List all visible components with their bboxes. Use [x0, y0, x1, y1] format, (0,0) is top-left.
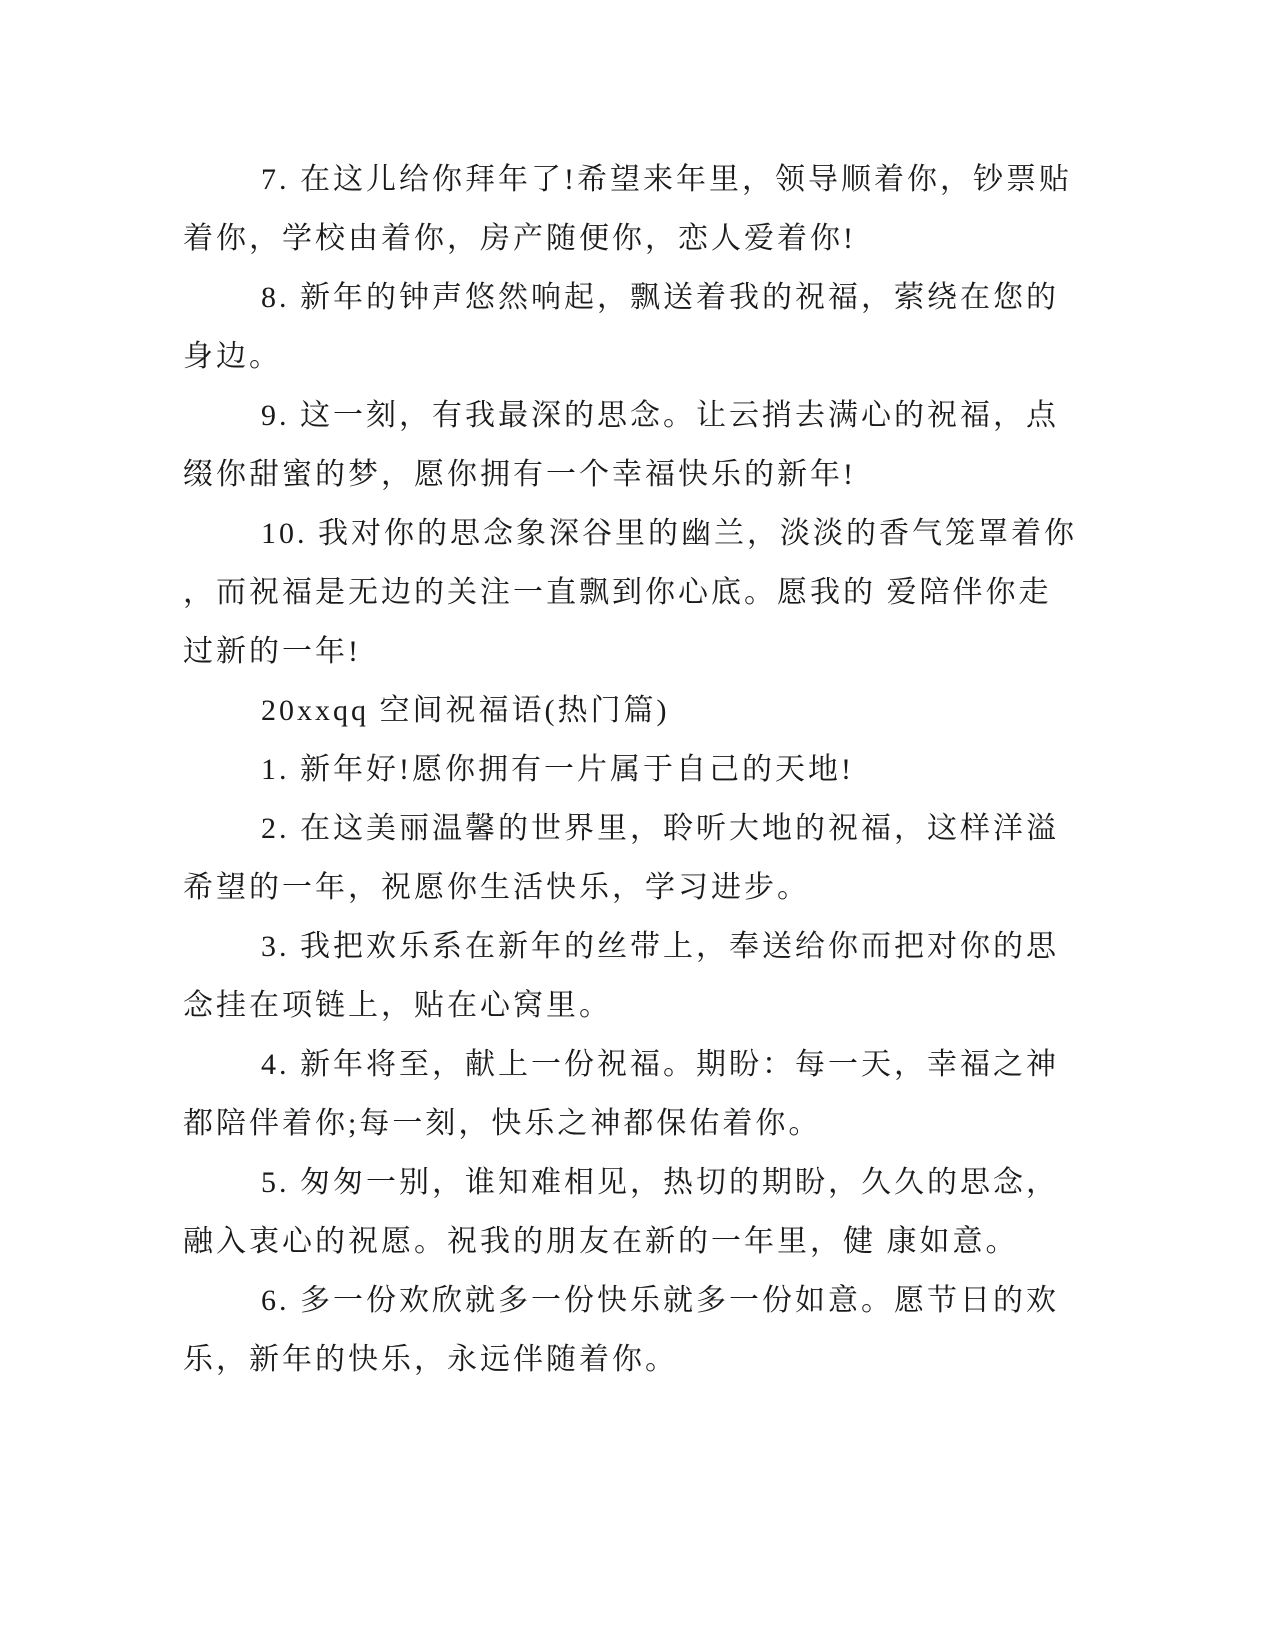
section-heading [183, 681, 1073, 740]
paragraph-line: 4. 新年将至，献上一份祝福。期盼：每一天，幸福之神 [261, 1048, 1059, 1081]
paragraph-line: 6. 多一份欢欣就多一份快乐就多一份如意。愿节日的欢 [261, 1284, 1059, 1317]
paragraph-line: 融入衷心的祝愿。祝我的朋友在新的一年里，健 康如意。 [183, 1225, 1019, 1258]
paragraph-line: 2. 在这美丽温馨的世界里，聆听大地的祝福，这样洋溢 [261, 812, 1059, 845]
paragraph-line: ，而祝福是无边的关注一直飘到你心底。愿我的 爱陪伴你走 [183, 576, 1052, 609]
paragraph-line: 10. 我对你的思念象深谷里的幽兰，淡淡的香气笼罩着你 [261, 517, 1077, 550]
paragraph-line: 乐，新年的快乐，永远伴随着你。 [183, 1343, 678, 1376]
paragraph-wish-10 [183, 504, 1077, 681]
paragraph-line: 5. 匆匆一别，谁知难相见，热切的期盼，久久的思念， [261, 1166, 1059, 1199]
paragraph-wish-7 [183, 150, 1073, 268]
paragraph-line: 9. 这一刻，有我最深的思念。让云捎去满心的祝福，点 [261, 399, 1059, 432]
section-heading-text: 20xxqq 空间祝福语(热门篇) [261, 694, 670, 727]
paragraph-hot-4 [183, 1035, 1073, 1153]
paragraph-wish-9 [183, 386, 1073, 504]
paragraph-hot-3 [183, 917, 1073, 1035]
paragraph-wish-8 [183, 268, 1073, 386]
paragraph-hot-1 [183, 740, 1073, 799]
document-body [183, 150, 1077, 1389]
paragraph-hot-6 [183, 1271, 1073, 1389]
paragraph-line: 身边。 [183, 340, 282, 373]
paragraph-line: 着你，学校由着你，房产随便你，恋人爱着你! [183, 222, 856, 255]
paragraph-line: 8. 新年的钟声悠然响起，飘送着我的祝福，萦绕在您的 [261, 281, 1059, 314]
paragraph-hot-2 [183, 799, 1073, 917]
paragraph-hot-5 [183, 1153, 1073, 1271]
paragraph-line: 希望的一年，祝愿你生活快乐，学习进步。 [183, 871, 810, 904]
paragraph-line: 7. 在这儿给你拜年了!希望来年里，领导顺着你，钞票贴 [261, 163, 1072, 196]
paragraph-line: 1. 新年好!愿你拥有一片属于自己的天地! [261, 753, 854, 786]
paragraph-line: 过新的一年! [183, 635, 361, 668]
paragraph-line: 都陪伴着你;每一刻，快乐之神都保佑着你。 [183, 1107, 822, 1140]
paragraph-line: 3. 我把欢乐系在新年的丝带上，奉送给你而把对你的思 [261, 930, 1059, 963]
paragraph-line: 缀你甜蜜的梦，愿你拥有一个幸福快乐的新年! [183, 458, 856, 491]
paragraph-line: 念挂在项链上，贴在心窝里。 [183, 989, 612, 1022]
